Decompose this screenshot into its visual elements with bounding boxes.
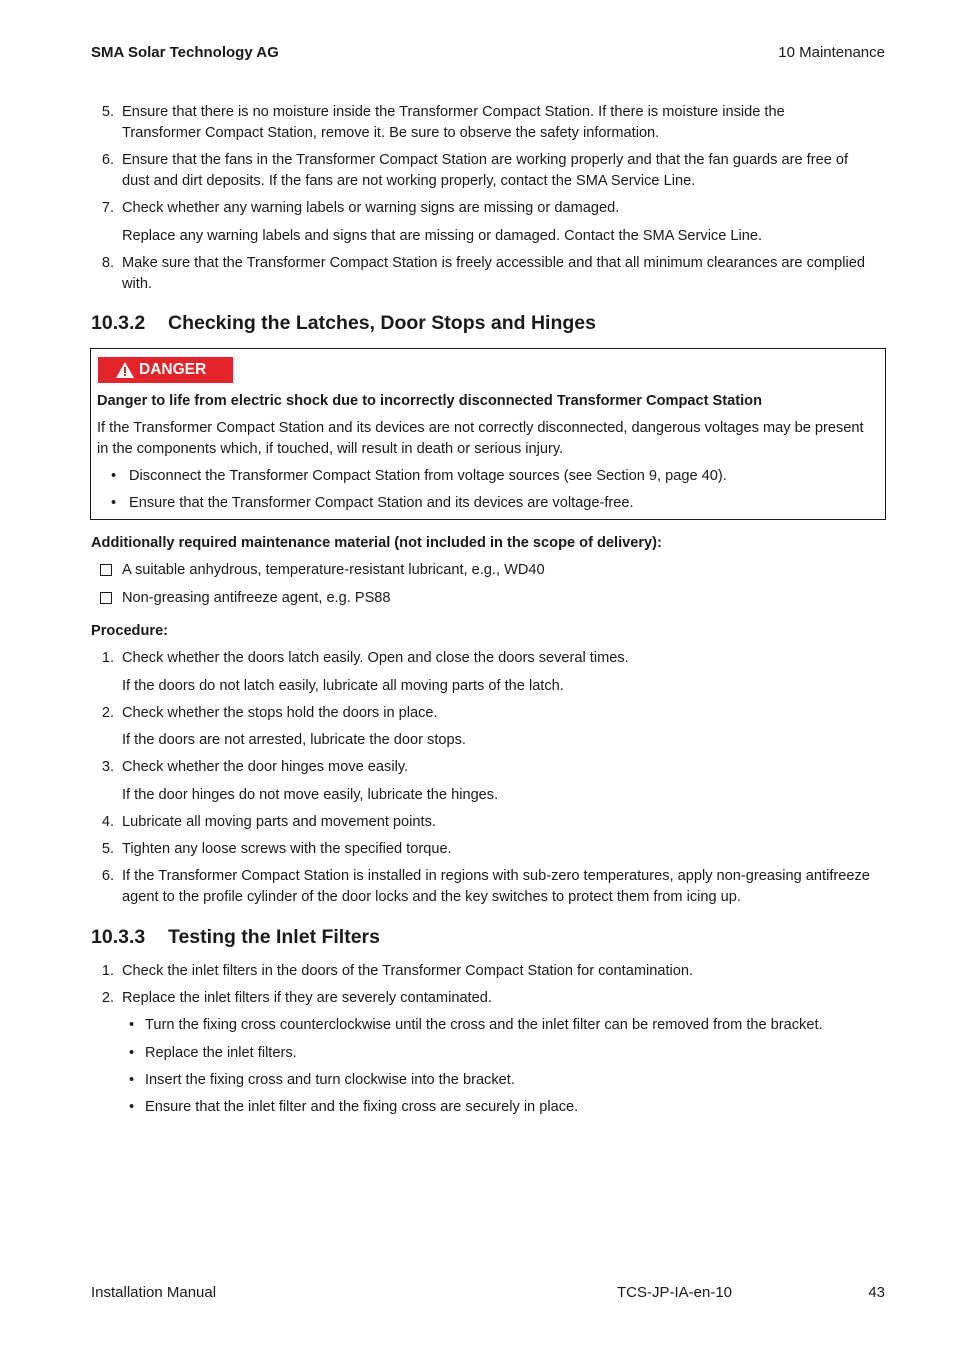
footer-doc-type: Installation Manual [91, 1284, 217, 1301]
step-line: Make sure that the Transformer Compact Station is freely accessible and that all minimum clearances are complied [122, 255, 865, 271]
step-number: 8. [101, 255, 114, 271]
step-number: 6. [101, 152, 114, 168]
step-text: Check the inlet filters in the doors of the Transformer Compact Station for contamination. [122, 963, 694, 979]
step-text: Tighten any loose screws with the specified torque. [122, 841, 452, 857]
step-text: Check whether any warning labels or warning signs are missing or damaged. [122, 200, 620, 216]
step-text [122, 150, 886, 192]
header-company: SMA Solar Technology AG [91, 44, 279, 61]
step-line: Ensure that there is no moisture inside the Transformer Compact Station. If there is moisture inside the [122, 104, 785, 120]
step-number: 5. [101, 841, 114, 857]
filter-bullet: Turn the fixing cross counterclockwise until the cross and the inlet filter can be removed from the bracket. [145, 1017, 823, 1033]
step-text: Check whether the door hinges move easily. [122, 759, 409, 775]
step-number: 7. [101, 200, 114, 216]
filter-bullet: Replace the inlet filters. [145, 1045, 297, 1061]
step-number: 1. [101, 650, 114, 666]
danger-body [97, 418, 881, 460]
step-line: Ensure that the fans in the Transformer Compact Station are working properly and that the fan guards are free of [122, 152, 849, 168]
material-heading: Additionally required maintenance material (not included in the scope of delivery): [91, 535, 662, 551]
step-line: dust and dirt deposits. If the fans are not working properly, contact the SMA Service Line. [122, 173, 696, 189]
step-text: Replace the inlet filters if they are severely contaminated. [122, 990, 492, 1006]
step-text [122, 866, 886, 908]
section-number: 10.3.2 [91, 312, 146, 334]
step-line: If the Transformer Compact Station is installed in regions with sub-zero temperatures, apply non-greasing antifreeze [122, 868, 870, 884]
warning-icon [116, 362, 134, 378]
danger-body-line: If the Transformer Compact Station and its devices are not correctly disconnected, dangerous voltages may be present [97, 420, 864, 436]
step-text: Lubricate all moving parts and movement points. [122, 814, 436, 830]
step-line: Transformer Compact Station, remove it. Be sure to observe the safety information. [122, 125, 660, 141]
section-title: Testing the Inlet Filters [168, 926, 380, 948]
footer-doc-code: TCS-JP-IA-en-10 [617, 1284, 733, 1301]
section-heading-10-3-3 [91, 926, 380, 949]
checkbox-icon [100, 564, 112, 576]
bullet: • [129, 1072, 135, 1088]
procedure-heading: Procedure: [91, 623, 169, 639]
material-item: A suitable anhydrous, temperature-resistant lubricant, e.g., WD40 [122, 562, 545, 578]
section-title: Checking the Latches, Door Stops and Hinges [168, 312, 596, 334]
step-note: If the doors are not arrested, lubricate the door stops. [122, 732, 466, 748]
step-note: Replace any warning labels and signs that are missing or damaged. Contact the SMA Service Line. [122, 228, 763, 244]
step-text [122, 253, 886, 295]
step-note: If the doors do not latch easily, lubricate all moving parts of the latch. [122, 678, 564, 694]
section-number: 10.3.3 [91, 926, 146, 948]
step-text [122, 102, 886, 144]
danger-body-line: in the components which, if touched, will result in death or serious injury. [97, 441, 564, 457]
checkbox-icon [100, 592, 112, 604]
step-text: Check whether the stops hold the doors in place. [122, 705, 438, 721]
step-number: 6. [101, 868, 114, 884]
material-item: Non-greasing antifreeze agent, e.g. PS88 [122, 590, 391, 606]
bullet: • [111, 495, 117, 511]
step-number: 3. [101, 759, 114, 775]
filter-bullet: Ensure that the inlet filter and the fixing cross are securely in place. [145, 1099, 579, 1115]
section-heading-10-3-2 [91, 312, 596, 335]
danger-heading: Danger to life from electric shock due to incorrectly disconnected Transformer Compact Station [97, 393, 762, 409]
danger-bullet: Disconnect the Transformer Compact Station from voltage sources (see Section 9, page 40). [129, 468, 727, 484]
step-text: Check whether the doors latch easily. Open and close the doors several times. [122, 650, 629, 666]
filter-bullet: Insert the fixing cross and turn clockwise into the bracket. [145, 1072, 515, 1088]
step-number: 2. [101, 990, 114, 1006]
step-line: with. [122, 276, 153, 292]
step-number: 4. [101, 814, 114, 830]
header-chapter: 10 Maintenance [778, 44, 885, 61]
danger-bullet: Ensure that the Transformer Compact Station and its devices are voltage-free. [129, 495, 634, 511]
step-number: 2. [101, 705, 114, 721]
page-number: 43 [868, 1284, 885, 1301]
bullet: • [129, 1017, 135, 1033]
danger-notice [90, 348, 886, 520]
step-note: If the door hinges do not move easily, lubricate the hinges. [122, 787, 499, 803]
danger-label: DANGER [139, 361, 207, 378]
danger-badge [98, 357, 233, 383]
step-number: 5. [101, 104, 114, 120]
bullet: • [129, 1099, 135, 1115]
step-line: agent to the profile cylinder of the door locks and the key switches to protect them from icing up. [122, 889, 741, 905]
bullet: • [129, 1045, 135, 1061]
bullet: • [111, 468, 117, 484]
step-number: 1. [101, 963, 114, 979]
